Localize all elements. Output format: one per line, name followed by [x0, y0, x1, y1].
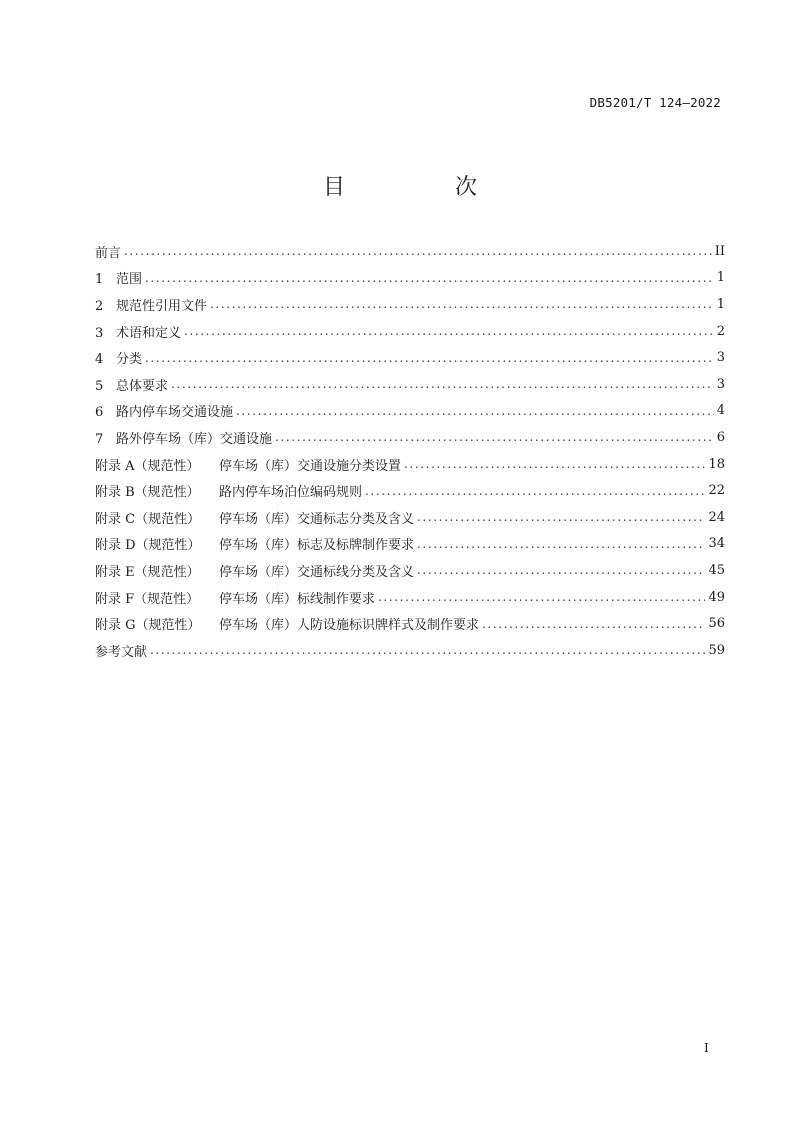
- toc-entry-page: 18: [708, 456, 725, 472]
- toc-entry-label: [95, 242, 124, 261]
- dot-leader: [171, 377, 714, 391]
- toc-entry[interactable]: [95, 610, 725, 637]
- toc-entry-page: 6: [716, 429, 725, 445]
- toc-entry-text: 停车场（库）标志及标牌制作要求: [219, 538, 415, 554]
- toc-entry-label: [95, 375, 171, 394]
- toc-entry-label: [95, 322, 184, 341]
- dot-leader: [145, 271, 714, 285]
- dot-leader: [404, 457, 705, 471]
- toc-entry[interactable]: [95, 637, 725, 664]
- toc-entry-text: 停车场（库）交通设施分类设置: [219, 458, 402, 474]
- toc-entry-label: [95, 588, 378, 607]
- dot-leader: [184, 324, 714, 338]
- toc-entry[interactable]: [95, 265, 725, 292]
- toc-entry[interactable]: [95, 477, 725, 504]
- toc-entry[interactable]: [95, 451, 725, 478]
- toc-entry-page: 1: [716, 296, 725, 312]
- toc-entry-number: 6: [95, 405, 104, 421]
- toc-entry[interactable]: [95, 531, 725, 558]
- toc-entry-text: 停车场（库）交通标志分类及含义: [219, 511, 415, 527]
- toc-entry-label: [95, 534, 417, 553]
- toc-entry-text: 停车场（库）人防设施标识牌样式及制作要求: [219, 618, 480, 634]
- dot-leader: [417, 563, 705, 577]
- toc-entry-annex-prefix: 附录 D（规范性）: [95, 538, 201, 554]
- toc-entry-page: 56: [708, 616, 725, 632]
- toc-entry-text: 参考文献: [95, 644, 148, 660]
- toc-entry-page: 59: [708, 642, 725, 658]
- toc-entry-annex-prefix: 附录 E（规范性）: [95, 564, 200, 580]
- dot-leader: [365, 484, 705, 498]
- page-title: 目 次: [322, 175, 521, 200]
- toc-entry-label: [95, 508, 417, 527]
- toc-entry-label: [95, 455, 404, 474]
- toc-entry[interactable]: [95, 584, 725, 611]
- toc-entry-page: II: [714, 243, 725, 259]
- toc-entry[interactable]: [95, 557, 725, 584]
- toc-entry-label: [95, 481, 365, 500]
- dot-leader: [145, 351, 714, 365]
- toc-entry-label: [95, 295, 210, 314]
- toc-entry-text: 路内停车场泊位编码规则: [219, 485, 363, 501]
- toc-entry-text: 规范性引用文件: [116, 298, 208, 314]
- toc-entry[interactable]: [95, 344, 725, 371]
- dot-leader: [417, 537, 705, 551]
- toc-entry-label: [95, 268, 145, 287]
- toc-entry-page: 3: [716, 376, 725, 392]
- toc-entry-number: 5: [95, 378, 104, 394]
- toc-entry-label: [95, 614, 482, 633]
- dot-leader: [378, 590, 705, 604]
- dot-leader: [236, 404, 714, 418]
- toc-entry-number: 2: [95, 298, 104, 314]
- toc-entry-label: [95, 561, 417, 580]
- toc-entry-text: 停车场（库）标线制作要求: [219, 591, 376, 607]
- toc-entry-page: 49: [708, 589, 725, 605]
- toc-entry-page: 22: [708, 483, 725, 499]
- toc-entry-annex-prefix: 附录 C（规范性）: [95, 511, 201, 527]
- toc-entry-number: 1: [95, 272, 104, 288]
- toc-entry-label: [95, 348, 145, 367]
- toc-entry-text: 范围: [116, 272, 143, 288]
- table-of-contents: [95, 238, 725, 664]
- toc-entry-number: 7: [95, 431, 104, 447]
- toc-entry-page: 4: [716, 403, 725, 419]
- toc-entry-annex-prefix: 附录 B（规范性）: [95, 485, 200, 501]
- dot-leader: [482, 617, 705, 631]
- toc-entry-page: 1: [716, 270, 725, 286]
- toc-entry-text: 停车场（库）交通标线分类及含义: [219, 564, 415, 580]
- dot-leader: [124, 244, 712, 258]
- toc-entry[interactable]: [95, 318, 725, 345]
- toc-entry[interactable]: [95, 291, 725, 318]
- toc-entry-text: 前言: [95, 245, 122, 261]
- toc-entry-number: 4: [95, 352, 104, 368]
- toc-entry-page: 45: [708, 562, 725, 578]
- toc-entry[interactable]: [95, 238, 725, 265]
- toc-entry-label: [95, 401, 236, 420]
- toc-entry-number: 3: [95, 325, 104, 341]
- toc-entry-text: 分类: [116, 352, 143, 368]
- toc-entry-annex-prefix: 附录 A（规范性）: [95, 458, 200, 474]
- toc-entry-text: 术语和定义: [116, 325, 182, 341]
- dot-leader: [150, 643, 705, 657]
- toc-entry[interactable]: [95, 504, 725, 531]
- document-code: DB5201/T 124—2022: [589, 95, 721, 110]
- toc-entry[interactable]: [95, 398, 725, 425]
- toc-entry[interactable]: [95, 424, 725, 451]
- toc-entry-label: [95, 428, 275, 447]
- toc-entry-text: 总体要求: [116, 378, 169, 394]
- toc-entry-text: 路外停车场（库）交通设施: [116, 431, 273, 447]
- toc-entry-page: 2: [716, 323, 725, 339]
- dot-leader: [275, 430, 714, 444]
- toc-entry-page: 34: [708, 536, 725, 552]
- toc-entry-page: 24: [708, 509, 725, 525]
- toc-entry-annex-prefix: 附录 F（规范性）: [95, 591, 200, 607]
- page-number: I: [704, 1041, 709, 1055]
- dot-leader: [417, 510, 705, 524]
- toc-entry-label: [95, 641, 150, 660]
- toc-entry[interactable]: [95, 371, 725, 398]
- toc-entry-annex-prefix: 附录 G（规范性）: [95, 618, 201, 634]
- dot-leader: [210, 297, 714, 311]
- toc-entry-text: 路内停车场交通设施: [116, 405, 234, 421]
- toc-entry-page: 3: [716, 350, 725, 366]
